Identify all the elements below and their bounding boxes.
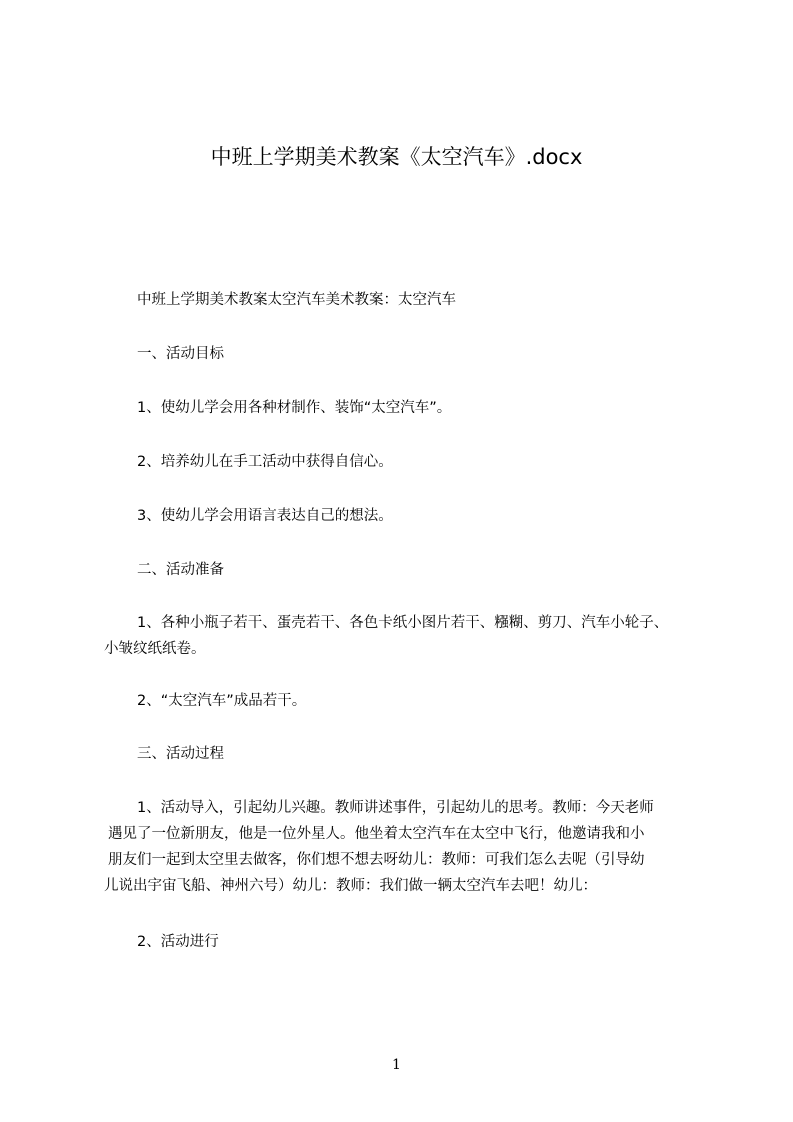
section-heading: 二、活动准备 xyxy=(137,562,224,578)
text-line: 2、培养幼儿在手工活动中获得自信心。 xyxy=(137,454,393,470)
text-line: 1、各种小瓶子若干、蛋壳若干、各色卡纸小图片若干、糨糊、剪刀、汽车小轮子、 xyxy=(137,615,669,631)
section-heading: 三、活动过程 xyxy=(137,746,224,762)
page-number: 1 xyxy=(392,1057,401,1073)
text-line: 朋友们一起到太空里去做客，你们想不想去呀幼儿：教师：可我们怎么去呢（引导幼 xyxy=(108,852,645,868)
text-line: 小皱纹纸纸卷。 xyxy=(104,641,206,657)
text-line: 1、使幼儿学会用各种材制作、装饰“太空汽车”。 xyxy=(137,400,452,416)
text-line: 2、“太空汽车”成品若干。 xyxy=(137,693,307,709)
text-line: 遇见了一位新朋友，他是一位外星人。他坐着太空汽车在太空中飞行，他邀请我和小 xyxy=(108,826,645,842)
document-title: 中班上学期美术教案《太空汽车》.docx xyxy=(210,145,583,169)
text-line: 儿说出宇宙飞船、神州六号）幼儿：教师：我们做一辆太空汽车去吧！幼儿： xyxy=(104,878,597,894)
text-line: 中班上学期美术教案太空汽车美术教案：太空汽车 xyxy=(137,292,456,308)
text-line: 2、活动进行 xyxy=(137,934,219,950)
section-heading: 一、活动目标 xyxy=(137,346,224,362)
text-line: 1、活动导入，引起幼儿兴趣。教师讲述事件，引起幼儿的思考。教师：今天老师 xyxy=(137,800,654,816)
text-line: 3、使幼儿学会用语言表达自己的想法。 xyxy=(137,508,393,524)
